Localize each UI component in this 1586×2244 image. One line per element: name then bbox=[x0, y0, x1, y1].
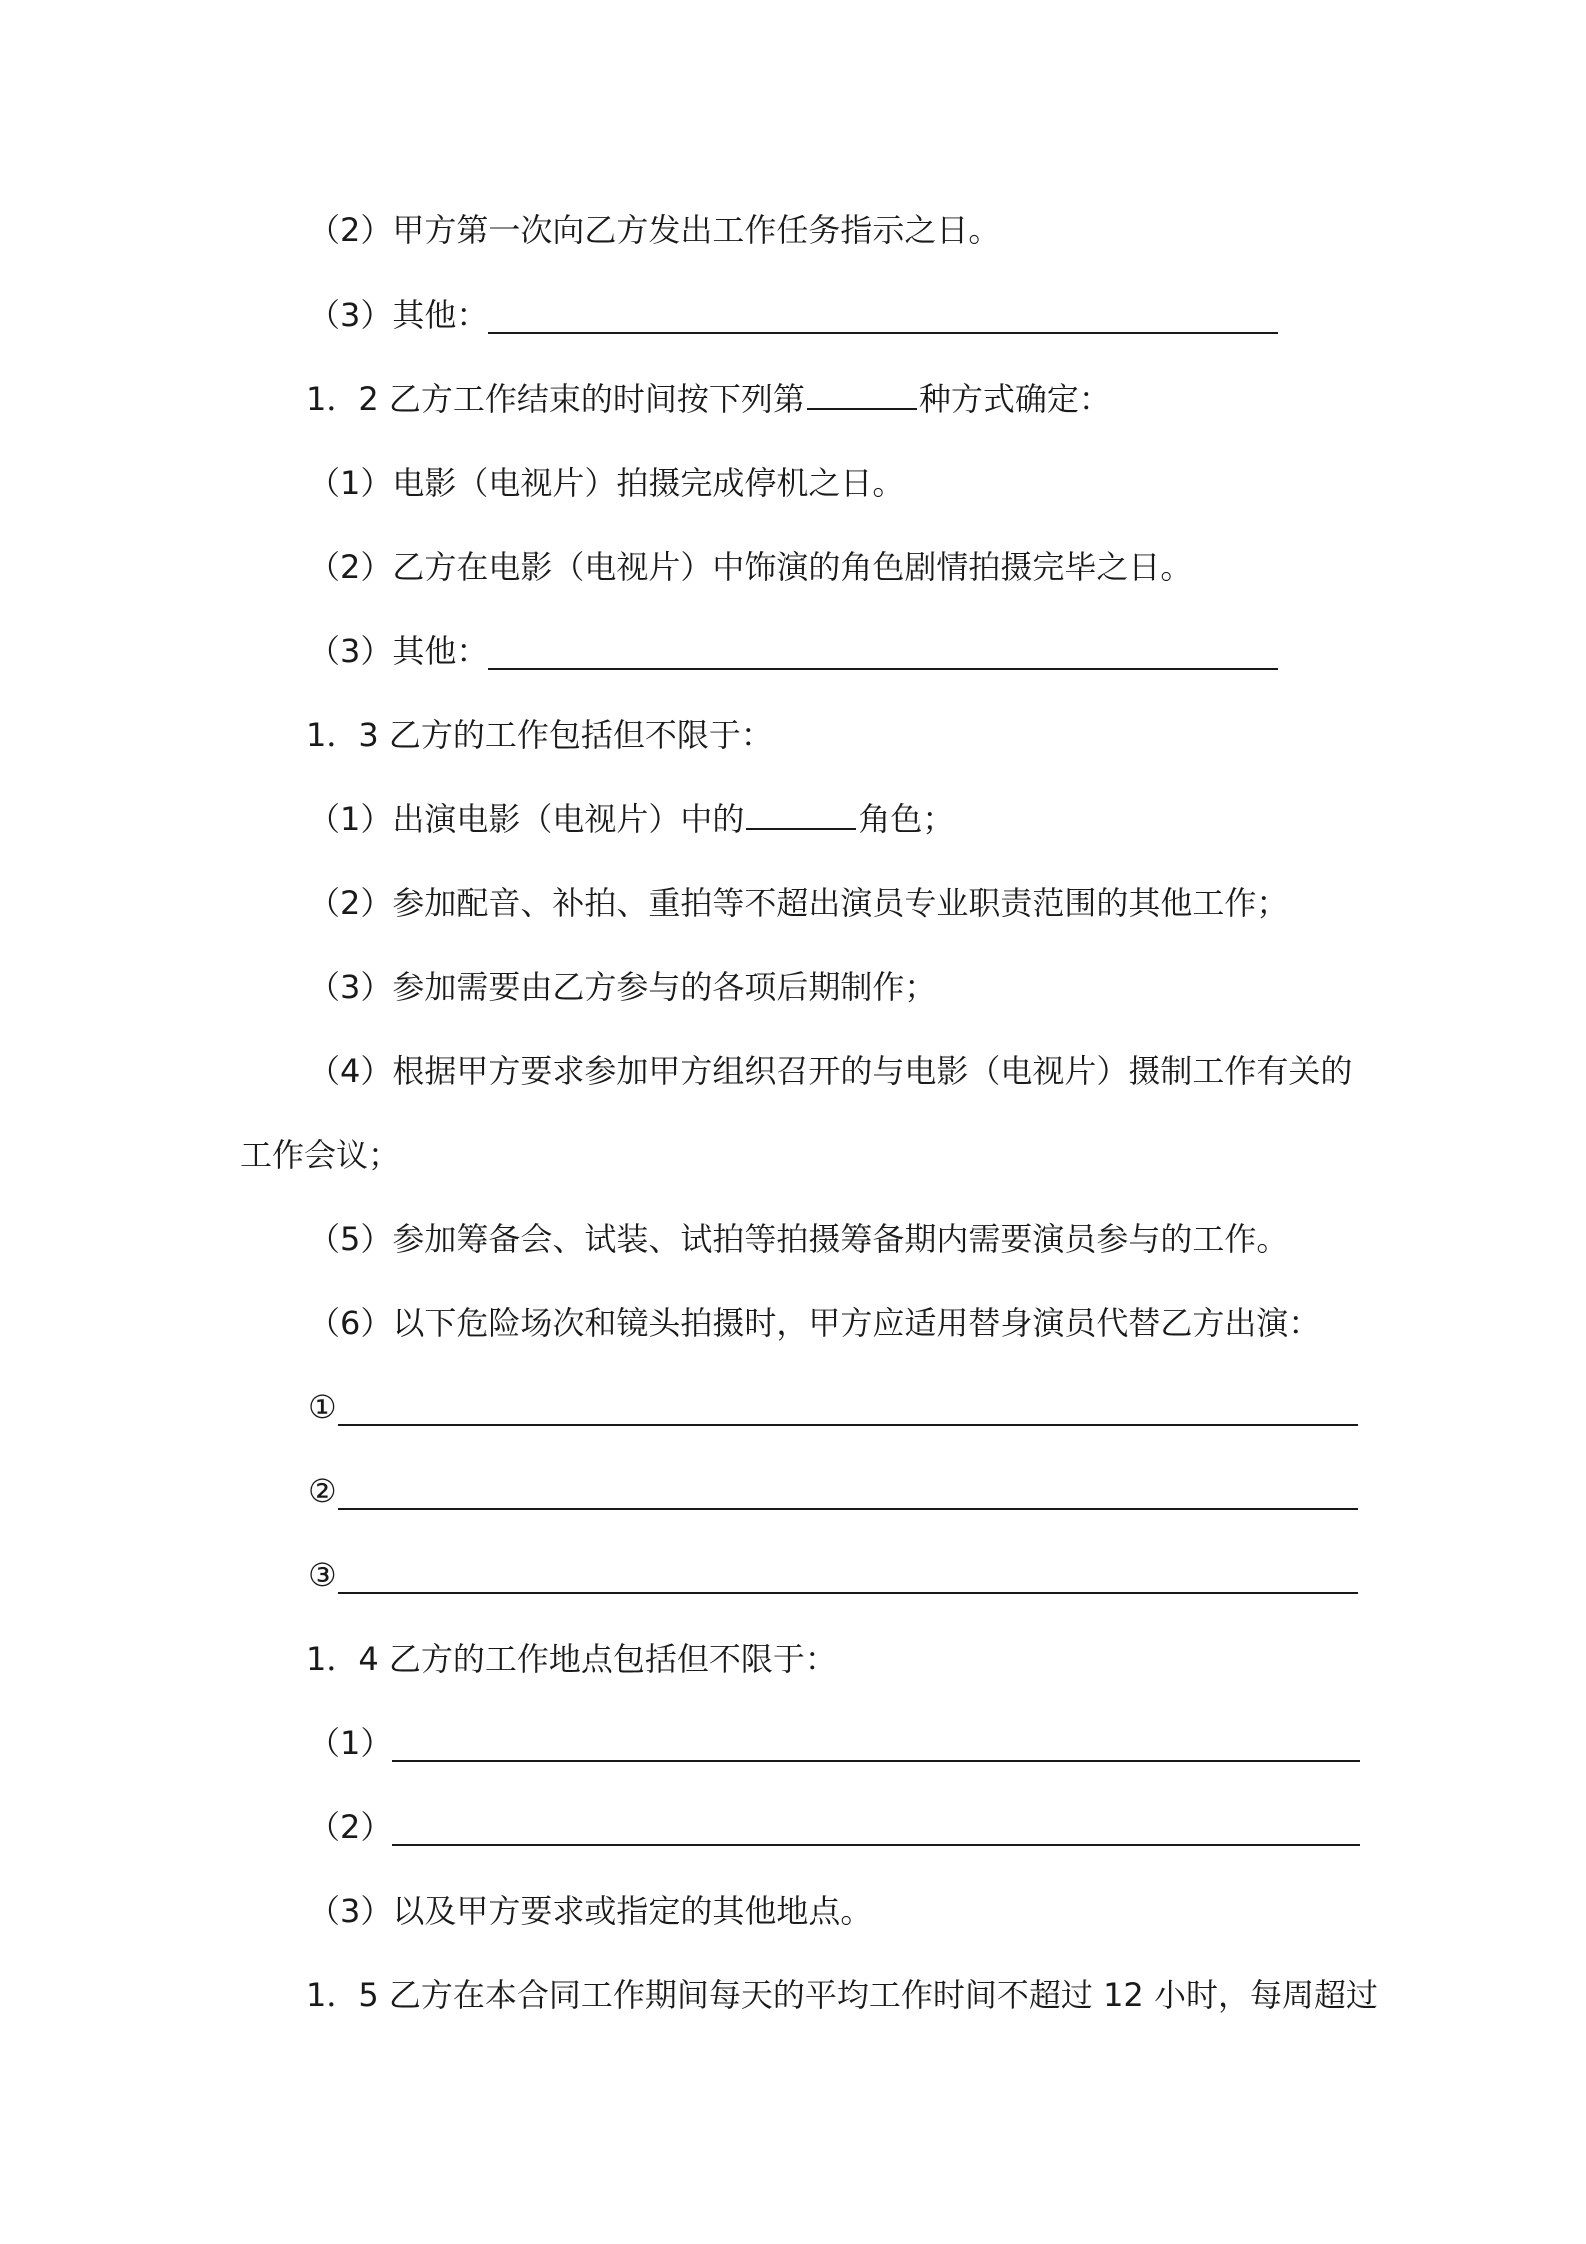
clause-1-2-text-a: 1．2 乙方工作结束的时间按下列第 bbox=[306, 380, 805, 418]
location-item-1-marker: （1） bbox=[308, 1724, 393, 1762]
work-item-5: （5）参加筹备会、试装、试拍等拍摄筹备期内需要演员参与的工作。 bbox=[308, 1220, 1289, 1258]
stunt-item-1-marker: ① bbox=[308, 1388, 337, 1426]
location-item-3: （3）以及甲方要求或指定的其他地点。 bbox=[308, 1892, 873, 1930]
stunt-item-3-marker: ③ bbox=[308, 1556, 337, 1594]
end-item-3-other-label: （3）其他： bbox=[308, 632, 489, 670]
work-item-3: （3）参加需要由乙方参与的各项后期制作； bbox=[308, 968, 937, 1006]
item-3-other-label: （3）其他： bbox=[308, 296, 489, 334]
fill-in-blank-role[interactable] bbox=[746, 800, 856, 830]
clause-1-3: 1．3 乙方的工作包括但不限于： bbox=[306, 716, 773, 754]
work-item-4: （4）根据甲方要求参加甲方组织召开的与电影（电视片）摄制工作有关的 bbox=[308, 1052, 1353, 1090]
fill-in-blank-other-start[interactable] bbox=[488, 332, 1278, 334]
end-item-1: （1）电影（电视片）拍摄完成停机之日。 bbox=[308, 464, 905, 502]
clause-1-5: 1．5 乙方在本合同工作期间每天的平均工作时间不超过 12 小时，每周超过 bbox=[306, 1976, 1378, 2014]
clause-1-2-text-b: 种方式确定： bbox=[918, 380, 1111, 418]
work-item-1-text-b: 角色； bbox=[858, 800, 955, 838]
clause-1-4: 1．4 乙方的工作地点包括但不限于： bbox=[306, 1640, 837, 1678]
fill-in-blank-other-end[interactable] bbox=[488, 668, 1278, 670]
item-2-start-date: （2）甲方第一次向乙方发出工作任务指示之日。 bbox=[308, 211, 1001, 249]
fill-in-blank-stunt-2[interactable] bbox=[338, 1508, 1358, 1510]
work-item-6: （6）以下危险场次和镜头拍摄时，甲方应适用替身演员代替乙方出演： bbox=[308, 1304, 1321, 1342]
fill-in-blank-location-1[interactable] bbox=[392, 1760, 1360, 1762]
clause-1-2 bbox=[306, 374, 1111, 424]
work-item-2: （2）参加配音、补拍、重拍等不超出演员专业职责范围的其他工作； bbox=[308, 884, 1289, 922]
work-item-1-text-a: （1）出演电影（电视片）中的 bbox=[308, 800, 745, 838]
fill-in-blank-stunt-3[interactable] bbox=[338, 1592, 1358, 1594]
fill-in-blank-stunt-1[interactable] bbox=[338, 1424, 1358, 1426]
fill-in-blank-method-number[interactable] bbox=[807, 380, 917, 410]
work-item-4-continuation: 工作会议； bbox=[240, 1136, 401, 1174]
work-item-1 bbox=[308, 794, 954, 844]
location-item-2-marker: （2） bbox=[308, 1808, 393, 1846]
stunt-item-2-marker: ② bbox=[308, 1472, 337, 1510]
end-item-2: （2）乙方在电影（电视片）中饰演的角色剧情拍摄完毕之日。 bbox=[308, 548, 1193, 586]
fill-in-blank-location-2[interactable] bbox=[392, 1844, 1360, 1846]
